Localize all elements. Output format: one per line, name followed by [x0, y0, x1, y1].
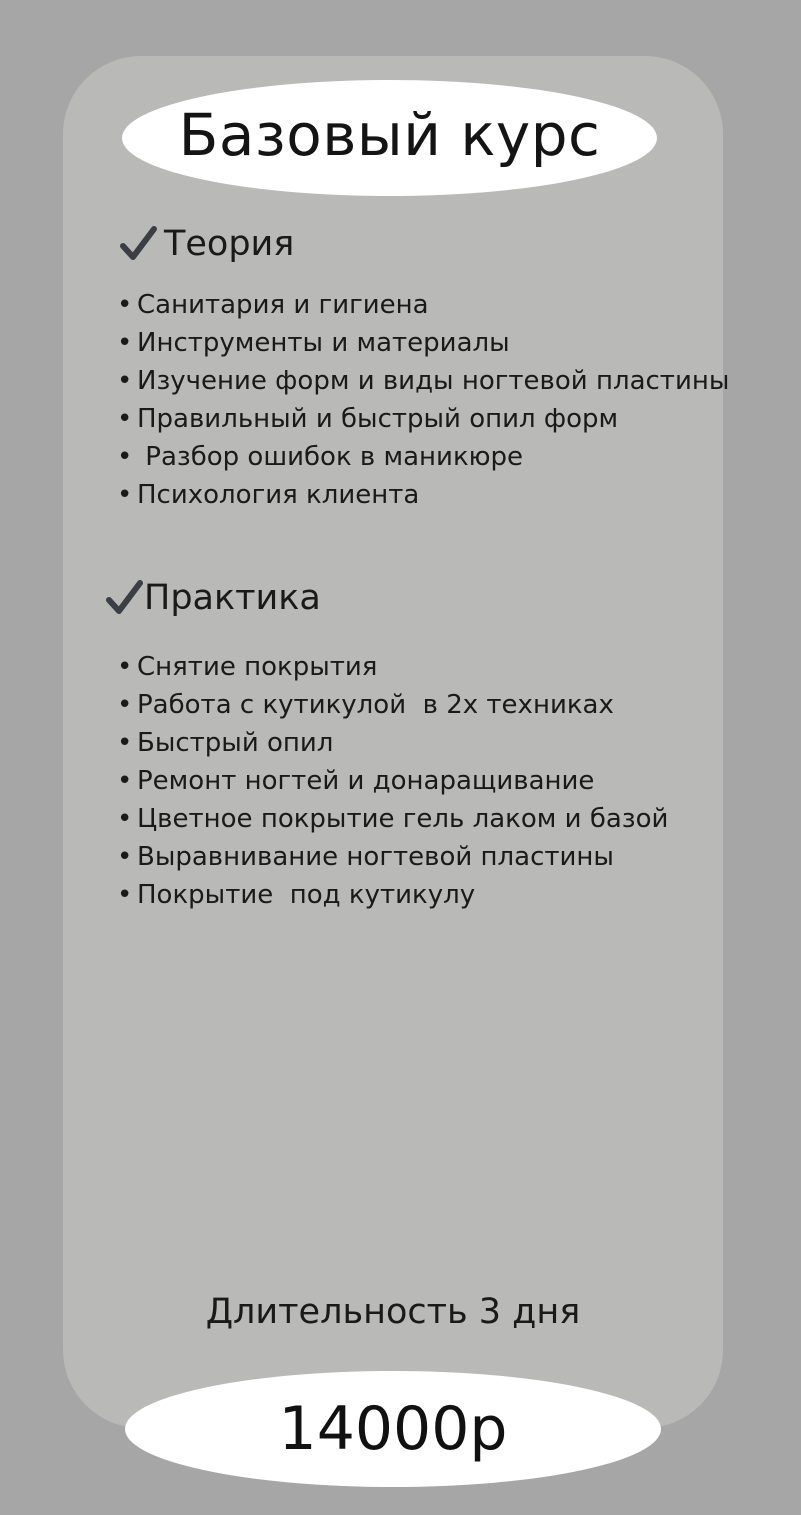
list-item-text: Психология клиента [137, 480, 420, 510]
list-item-text: Разбор ошибок в маникюре [137, 442, 524, 472]
list-item [117, 324, 729, 362]
list-item [117, 438, 729, 476]
bullet: • [117, 804, 133, 834]
list-item [117, 400, 729, 438]
list-item [117, 876, 668, 914]
list-item-text: Цветное покрытие гель лаком и базой [137, 804, 669, 834]
bullet: • [117, 842, 133, 872]
list-item [117, 362, 729, 400]
bullet: • [117, 328, 133, 358]
checkmark-icon [118, 224, 158, 264]
list-item-text: Работа с кутикулой в 2х техниках [137, 690, 614, 720]
list-item [117, 476, 729, 514]
checkmark-icon [104, 578, 144, 618]
list-item [117, 286, 729, 324]
list-item-text: Инструменты и материалы [137, 328, 510, 358]
title-pill [122, 80, 657, 196]
section-heading-theory [118, 224, 294, 264]
section-title-theory: Теория [164, 224, 295, 264]
bullet: • [117, 690, 133, 720]
bullet: • [117, 728, 133, 758]
bullet: • [117, 366, 133, 396]
bullet: • [117, 480, 133, 510]
practice-list [117, 648, 668, 914]
list-item-text: Снятие покрытия [137, 652, 378, 682]
list-item-text: Выравнивание ногтевой пластины [137, 842, 614, 872]
bullet: • [117, 442, 133, 472]
list-item [117, 800, 668, 838]
list-item [117, 686, 668, 724]
list-item-text: Быстрый опил [137, 728, 334, 758]
list-item-text: Изучение форм и виды ногтевой пластины [137, 366, 730, 396]
list-item-text: Правильный и быстрый опил форм [137, 404, 619, 434]
list-item-text: Покрытие под кутикулу [137, 880, 476, 910]
list-item-text: Ремонт ногтей и донаращивание [137, 766, 595, 796]
duration-text: Длительность 3 дня [205, 1292, 581, 1332]
price-text: 14000р [278, 1394, 508, 1464]
list-item [117, 838, 668, 876]
bullet: • [117, 766, 133, 796]
section-title-practice: Практика [144, 578, 321, 618]
theory-list [117, 286, 729, 514]
price-pill [125, 1371, 661, 1487]
bullet: • [117, 880, 133, 910]
list-item [117, 648, 668, 686]
section-heading-practice [104, 578, 321, 618]
list-item [117, 762, 668, 800]
course-title: Базовый курс [178, 101, 601, 169]
bullet: • [117, 404, 133, 434]
list-item-text: Санитария и гигиена [137, 290, 429, 320]
list-item [117, 724, 668, 762]
bullet: • [117, 290, 133, 320]
bullet: • [117, 652, 133, 682]
